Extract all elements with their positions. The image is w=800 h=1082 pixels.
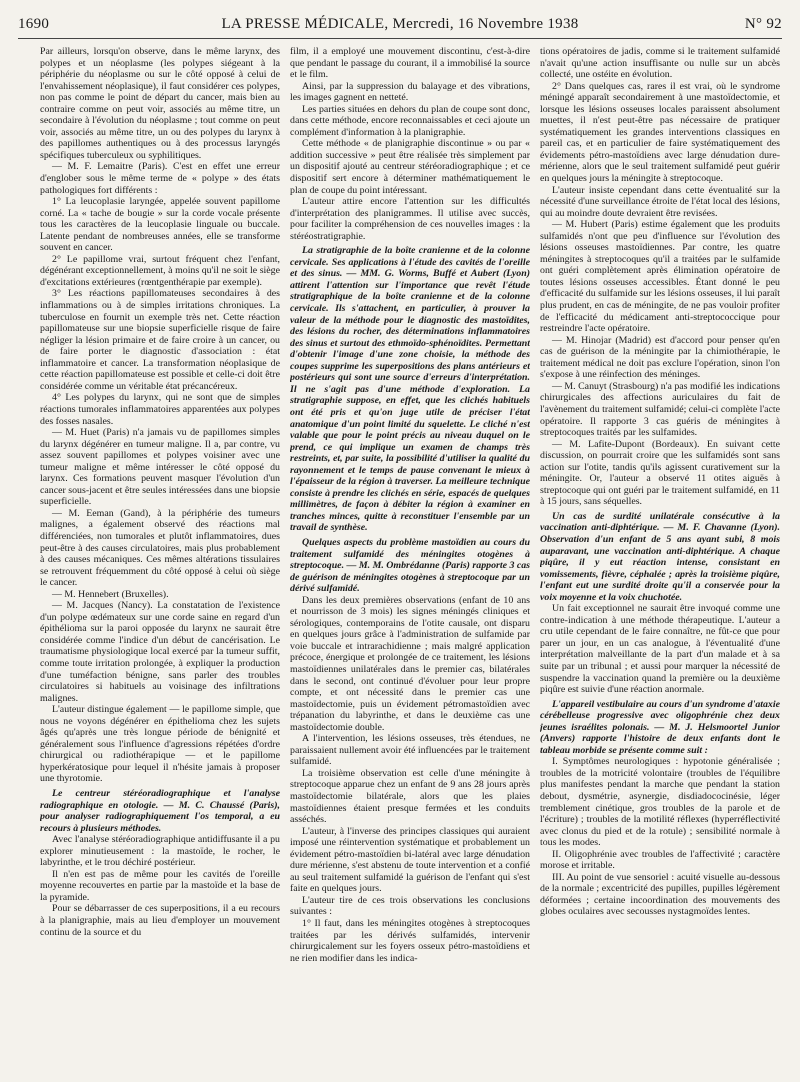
column-left: [40, 46, 280, 1074]
paragraph: L'auteur tire de ces trois observations les conclusions suivantes :: [290, 894, 530, 918]
journal-title: LA PRESSE MÉDICALE, Mercredi, 16 Novembre 1938: [221, 16, 579, 32]
paragraph: III. Au point de vue sensoriel : acuité visuelle au-dessous de la normale ; excentricité des pupilles, pupilles légèrement déformées ; certaine incoordination des mouvements des globes oculaires avec secousses nystagmoïdes lentes.: [540, 871, 780, 918]
paragraph: L'auteur attire encore l'attention sur les difficultés d'interprétation des planigrammes. Il utilise avec succès, pour faciliter la compréhension de ces nouvelles images : la stéréostratigraphie.: [290, 196, 530, 242]
paragraph: La troisième observation est celle d'une méningite à streptocoque apparue chez un enfant de 9 ans 28 jours après mastoïdectomie bilatérale, alors que les plaies mastoïdiennes étaient presque fermées et les conduits asséchés.: [290, 767, 530, 826]
section-heading: La stratigraphie de la boîte cranienne et de la colonne cervicale. Ses applications à l'étude des cavités de l'oreille et des sinus. — MM. G. Worms, Buffé et Aubert (Lyon) attirent l'attention sur l'importance que revêt l'étude stratigraphique de la boîte cranienne et de la colonne cervicale. Ils s'attachent, en particulier, à prouver la valeur de la méthode pour le diagnostic des mastoïdites, des lésions du rocher, des déterminations inflammatoires des sinus et surtout des ethmoïdo-sphénoïdites. Permettant d'obtenir l'image d'une zone choisie, la méthode des coupes supprime les superpositions des plans antérieurs et postérieurs qui sont une source d'erreurs d'interprétation. Il ne s'agit pas d'une méthode d'exploration. La stratigraphie suppose, en effet, que les clichés habituels ont été pris et qu'on juge utile de préciser l'état anatomique d'un point limité du squelette. Le cliché n'est valable que pour le point précis au niveau duquel on le prend, ce qui implique un examen de champs très restreints, et, par suite, la possibilité d'utiliser la qualité du rayonnement et le temps de pause convenant le mieux à l'épaisseur de la région à traverser. La meilleure technique consiste à prendre les clichés en série, espacés de quelques millimètres, de façon à débiter la région à examiner en tranches minces, quitte à reconstituer l'ensemble par un travail de synthèse.: [290, 245, 530, 534]
paragraph: Un fait exceptionnel ne saurait être invoqué comme une contre-indication à une méthode thérapeutique. L'auteur a cru utile cependant de le faire connaître, ne fût-ce que pour parer un jour, en un cas analogue, à l'éventualité d'une interprétation malveillante de la part d'un malade et à sa suite par un tribunal ; et aussi pour marquer la nécessité de suspendre la vaccination quand la première ou la deuxième piqûre est suivie d'une réaction anormale.: [540, 603, 780, 696]
paragraph: Ainsi, par la suppression du balayage et des vibrations, les images gagnent en netteté.: [290, 80, 530, 104]
paragraph: tions opératoires de jadis, comme si le traitement sulfamidé n'avait qu'une action insuffisante ou nulle sur un abcès collecté, une ostéite en évolution.: [540, 46, 780, 81]
paragraph: 3° Les réactions papillomateuses secondaires à des inflammations ou à de simples irritations chroniques. La tuberculose en fournit un exemple très net. Cette réaction papillomateuse sur une biopsie superficielle risque de faire négliger la lésion primaire et de faire croire à un cancer, ou de faire porter le diagnostic d'association : état inflammatoire et cancer. La transformation néoplasique de cette réaction papillomateuse est possible et celle-ci doit être considérée comme un véritable état précancéreux.: [40, 288, 280, 392]
paragraph: — M. Huet (Paris) n'a jamais vu de papillomes simples du larynx dégénérer en tumeur maligne. Il a, par contre, vu assez souvent papillomes et polypes voisiner avec une tumeur maligne et même intéresser le côté opposé du larynx. Ces formations peuvent masquer l'évolution d'un cancer sous-jacent et être seules intéressées dans une biopsie superficielle.: [40, 427, 280, 508]
paragraph: Avec l'analyse stéréoradiographique antidiffusante il a pu explorer minutieusement : la mastoïde, le rocher, le labyrinthe, et le trou déchiré postérieur.: [40, 834, 280, 869]
paragraph: — M. Hennebert (Bruxelles).: [52, 588, 169, 600]
paragraph: — M. Eeman (Gand), à la périphérie des tumeurs malignes, a également observé des réactions mal différenciées, non tumorales et plutôt inflammatoires, dues peut-être à des causes circulatoires, mais plus probablement à des causes mécaniques. Ces mêmes altérations tissulaires se retrouvent fréquemment du côté opposé à celui où siège le cancer.: [40, 507, 280, 589]
paragraph: — M. Jacques (Nancy). La constatation de l'existence d'un polype œdémateux sur une corde saine en regard d'un épithélioma sur la paroi opposée du larynx ne saurait être considérée comme l'indice d'un début de cancérisation. Le traumatisme physiologique local exercé par la tumeur suffit, comme toute irritation prolongée, à expliquer la production d'une tuméfaction bénigne, sans parler des troubles circulatoires si habituels au voisinage des infiltrations malignes.: [40, 600, 280, 704]
section-heading: Un cas de surdité unilatérale consécutive à la vaccination anti-diphtérique. — M. F. Chavanne (Lyon). Observation d'un enfant de 5 ans ayant subi, 8 mois auparavant, une vaccination anti-diphtérique. A chaque piqûre, il y eut réaction intense, consistant en vomissements, fièvre, céphalée ; après la troisième piqûre, l'enfant eut une surdité droite qu'il a conservée pour la voix moyenne et la voix chuchotée.: [540, 510, 780, 603]
paragraph: L'auteur insiste cependant dans cette éventualité sur la nécessité d'une surveillance étroite de l'état local des lésions, qui au moindre doute devraient être revisées.: [540, 184, 780, 219]
section-heading: L'appareil vestibulaire au cours d'un syndrome d'ataxie cérébelleuse progressive avec oligophrénie chez deux jeunes israélites polonais. — M. J. Helsmoortel Junior (Anvers) rapporte l'histoire de deux enfants dont le tableau morbide se présente comme suit :: [540, 698, 780, 756]
paragraph: Il n'en est pas de même pour les cavités de l'oreille moyenne recouvertes en partie par la mastoïde et la base de la pyramide.: [40, 868, 280, 903]
paragraph: — M. Hubert (Paris) estime également que les produits sulfamidés n'ont que peu d'influence sur l'évolution des lésions osseuses mastoïdiennes. Par contre, les quatre méningites à streptocoques qu'il a traitées par le sulfamide ont guéri complètement après élimination opératoire de toutes lésions osseuses accessibles. Étant donné le peu d'efficacité du sulfamide sur les lésions osseuses, il lui paraît plus prudent, en cas de méningite, de ne pas vouloir profiter de l'efficacité du médicament anti-streptococcique pour restreindre l'acte opératoire.: [540, 219, 780, 335]
paragraph: I. Symptômes neurologiques : hypotonie généralisée ; troubles de la motricité volontaire (troubles de l'équilibre plus manifestes pendant la marche que pendant la station debout, dysmétrie, asynergie, disdiadococinésie, léger tremblement cinétique, gros troubles de la parole et de l'écriture) ; troubles de la motilité réflexes (hyperréflectivité avec clonus du pied et de la rotule) ; sensibilité normale à tous les modes.: [540, 756, 780, 849]
issue-number: N° 92: [744, 16, 782, 32]
paragraph: 1° Il faut, dans les méningites otogènes à streptocoques traitées par les dérivés sulfamidés, intervenir chirurgicalement sur les foyers osseux pétro-mastoïdiens et ne rien modifier dans les indica-: [290, 918, 530, 964]
paragraph: film, il a employé une mouvement discontinu, c'est-à-dire que pendant le passage du courant, il a immobilisé la source et le film.: [290, 46, 530, 81]
header-rule: [18, 38, 782, 39]
section-heading: Quelques aspects du problème mastoïdien au cours du traitement sulfamidé des méningites otogènes à streptocoque. — M. M. Ombrédanne (Paris) rapporte 3 cas de guérison de méningites otogènes à streptocoque par un dérivé sulfamidé.: [290, 536, 530, 595]
paragraph: Pour se débarrasser de ces superpositions, il a eu recours à la planigraphie, mais au lieu d'employer un mouvement continu de la source et du: [40, 903, 280, 938]
paragraph: 2° Le papillome vrai, surtout fréquent chez l'enfant, dégénérant exceptionnellement, à moins qu'il ne soit le siège d'excitations extérieures (rœntgenthérapie par exemple).: [40, 253, 280, 288]
paragraph: A l'intervention, les lésions osseuses, très étendues, ne paraissaient nullement avoir été influencées par le traitement sulfamidé.: [290, 733, 530, 768]
paragraph: Par ailleurs, lorsqu'on observe, dans le même larynx, des polypes et un néoplasme (les polypes siégeant à la périphérie du néoplasme ou sur le côté opposé à celui de l'envahissement néoplasique), il faut considérer ces polypes, non pas comme le point de départ du cancer, mais bien au contraire comme on peut voir, associés au même titre, un secondaire à l'évolution du néoplasme ; tout comme on peut voir, associés au même titre, un ou des polypes du larynx à des papillomes authentiques ou à des processus laryngés spécifiques tuberculeux ou syphilitiques.: [40, 46, 280, 161]
section-heading: Le centreur stéréoradiographique et l'analyse radiographique en otologie. — M. C. Chaussé (Paris), pour analyser radiographiquement l'os temporal, a eu recours à plusieurs méthodes.: [40, 788, 280, 834]
paragraph: Cette méthode « de planigraphie discontinue » ou par « addition successive » peut être réalisée très simplement par un dispositif ajouté au centreur stéréoradiographique ; et ce dispositif sert encore à déterminer mathématiquement le plan de coupe du point intéressant.: [290, 138, 530, 196]
paragraph: 1° La leucoplasie laryngée, appelée souvent papillome corné. La « tache de bougie » sur la corde vocale présente tous les caractères de la leucoplasie linguale ou buccale. Latente pendant de nombreuses années, elle se transforme souvent en cancer.: [40, 196, 280, 254]
column-middle: [290, 46, 530, 1074]
page-number: 1690: [18, 16, 50, 32]
paragraph: 4° Les polypes du larynx, qui ne sont que de simples réactions tumorales inflammatoires apparentées aux polypes des fosses nasales.: [40, 392, 280, 427]
paragraph: — M. Canuyt (Strasbourg) n'a pas modifié les indications chirurgicales des affections auriculaires du fait de l'avènement du traitement sulfamidé; celui-ci complète l'acte opératoire. Il rapporte 3 cas guéris de méningites à streptocoques traités par les sulfamides.: [540, 380, 780, 439]
paragraph: — M. Hinojar (Madrid) est d'accord pour penser qu'en cas de guérison de la méningite par la chimiothérapie, le traitement médical ne doit pas exclure l'opération, sinon l'on s'expose à une réinfection des méninges.: [540, 334, 780, 381]
paragraph: L'auteur, à l'inverse des principes classiques qui auraient imposé une réintervention systématique et probablement un évidement pétro-mastoïdien bi-latéral avec large dénudation dure mérienne, s'est abstenu de toute intervention et a confié au seul traitement sulfamidé la guérison de l'enfant qui s'est faite en quelques jours.: [290, 825, 530, 895]
paragraph: — M. Lafite-Dupont (Bordeaux). En suivant cette discussion, on pourrait croire que les sulfamidés sont sans action sur l'otite, tandis qu'ils agissent curativement sur la méningite. Or, l'auteur a observé 11 otites aiguës à streptocoque qui ont guéri par le traitement sulfamidé, en 11 à 15 jours, sans séquelles.: [540, 438, 780, 508]
paragraph: Les parties situées en dehors du plan de coupe sont donc, dans cette méthode, encore reconnaissables et ceci ajoute un complément d'information à la planigraphie.: [290, 103, 530, 138]
paragraph: — M. F. Lemaitre (Paris). C'est en effet une erreur d'englober sous le même terme de « polype » des états pathologiques fort différents :: [40, 161, 280, 196]
paragraph: II. Oligophrénie avec troubles de l'affectivité ; caractère morose et irritable.: [540, 848, 780, 872]
paragraph: L'auteur distingue également — le papillome simple, que nous ne voyons dégénérer en épithelioma chez les sujets âgés qu'après une très longue période de bénignité et généralement sous l'influence d'agressions répétées d'ordre chirurgical ou radiothérapique — et le papillome hyperkératosique pour lequel il n'hésite jamais à proposer une thyrotomie.: [40, 704, 280, 785]
paragraph: 2° Dans quelques cas, rares il est vrai, où le syndrome méningé apparaît secondairement à une mastoïdectomie, et lorsque les lésions osseuses locales paraissent absolument muettes, il n'est peut-être pas nécessaire de pratiquer systématiquement les grandes interventions classiques en pareil cas, et en particulier de faire systématiquement des évidements pétro-mastoïdiens avec large dénudation dure-mérienne, alors que le seul traitement sulfamidé peut guérir en quelques jours la méningite à streptocoque.: [540, 80, 780, 185]
page-header: [18, 14, 782, 36]
column-right: [540, 46, 780, 1074]
paragraph: Dans les deux premières observations (enfant de 10 ans et nourrisson de 3 mois) les signes méningés cliniques et sérologiques, contemporains de l'otite causale, ont disparu en quelques jours grâce à l'administration de sulfamide par voie buccale et intrarachidienne ; mais malgré application précoce, énergique et prolongée de ce traitement, les lésions mastoïdiennes unilatérales dans le premier cas, bilatérales dans le second, ont continué d'évoluer pour leur propre compte, et ont nécessité dans le premier cas une mastoïdectomie, puis un évidement pétromastoïdien avec trépanation du labyrinthe, et dans le deuxième cas une mastoïdectomie double.: [290, 594, 530, 733]
